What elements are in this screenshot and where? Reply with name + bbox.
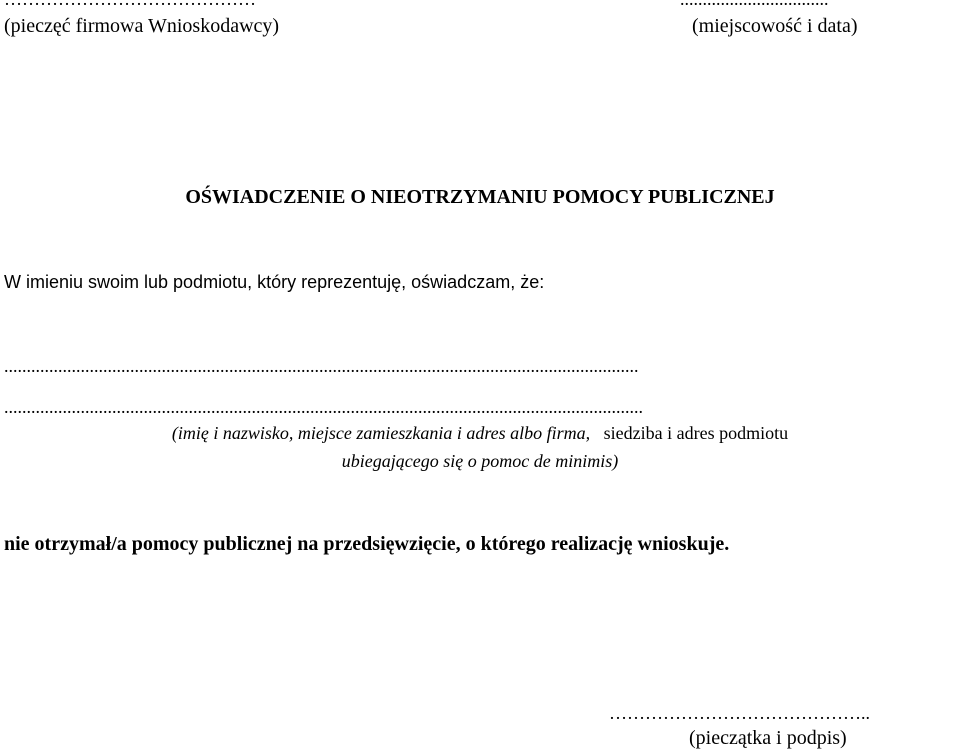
intro-sentence: W imieniu swoim lub podmiotu, który reprezentuję, oświadczam, że: bbox=[4, 272, 545, 292]
fill-in-dotted-line-2: .............................................................................................................................................. bbox=[4, 397, 643, 417]
description-line-1 bbox=[0, 419, 960, 447]
declaration-statement: nie otrzymał/a pomocy publicznej na przedsięwzięcie, o którego realizację wnioskuje. bbox=[4, 533, 730, 555]
place-date-caption: (miejscowość i data) bbox=[692, 15, 858, 37]
place-date-dotted-line bbox=[680, 0, 829, 9]
signature-dotted-line: …………………………………….. bbox=[609, 703, 870, 723]
document-title: OŚWIADCZENIE O NIEOTRZYMANIU POMOCY PUBLICZNEJ bbox=[185, 186, 775, 208]
description-italic-part-1: (imię i nazwisko, miejsce zamieszkania i adres albo firma, bbox=[171, 423, 591, 443]
description-line-2: ubiegającego się o pomoc de minimis) bbox=[341, 451, 619, 471]
stamp-dotted-line bbox=[4, 0, 256, 9]
signature-caption: (pieczątka i podpis) bbox=[689, 727, 847, 749]
stamp-caption: (pieczęć firmowa Wnioskodawcy) bbox=[4, 15, 280, 37]
fill-in-dotted-line-1: ............................................................................................................................................. bbox=[4, 356, 639, 376]
fill-in-description bbox=[0, 419, 960, 475]
description-regular-part-1: siedziba i adres podmiotu bbox=[603, 423, 789, 443]
